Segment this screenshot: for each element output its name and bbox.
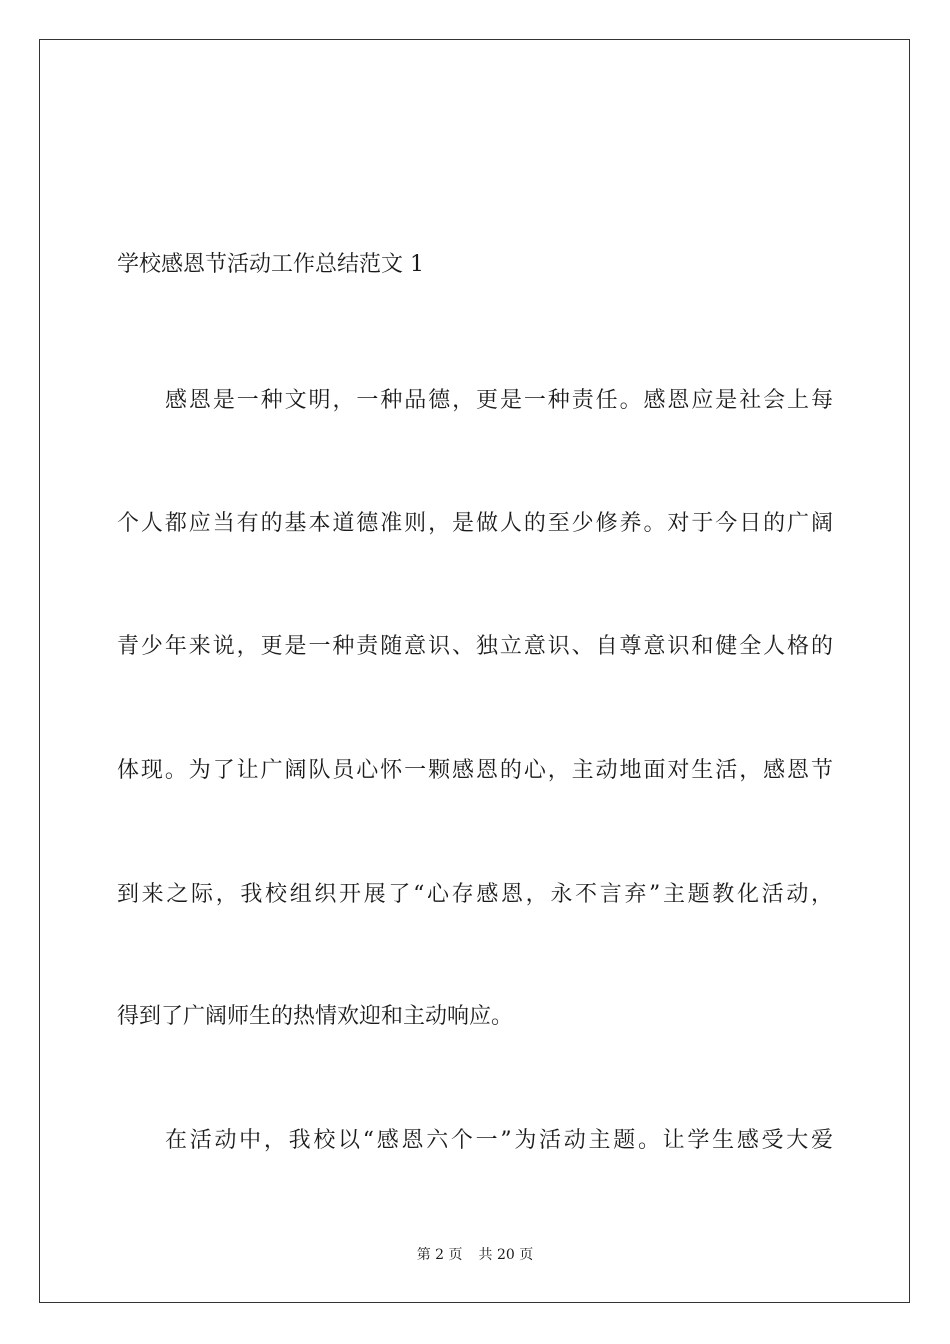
page-number: 第 2 页 [416, 1247, 463, 1263]
page-total: 共 20 页 [478, 1247, 534, 1263]
page-border [39, 39, 910, 1303]
document-title: 学校感恩节活动工作总结范文 1 [117, 252, 424, 277]
paragraph-line: 体现。为了让广阔队员心怀一颗感恩的心，主动地面对生活，感恩节 [117, 758, 833, 783]
paragraph-line: 青少年来说，更是一种责随意识、独立意识、自尊意识和健全人格的 [117, 634, 833, 659]
paragraph-line: 感恩是一种文明，一种品德，更是一种责任。感恩应是社会上每 [165, 388, 833, 413]
paragraph-line: 到来之际，我校组织开展了“心存感恩，永不言弃”主题教化活动， [117, 882, 833, 907]
paragraph-line: 个人都应当有的基本道德准则，是做人的至少修养。对于今日的广阔 [117, 511, 833, 536]
paragraph-line: 得到了广阔师生的热情欢迎和主动响应。 [117, 1004, 514, 1029]
page-footer [0, 1245, 950, 1265]
paragraph-line: 在活动中，我校以“感恩六个一”为活动主题。让学生感受大爱 [165, 1128, 833, 1153]
